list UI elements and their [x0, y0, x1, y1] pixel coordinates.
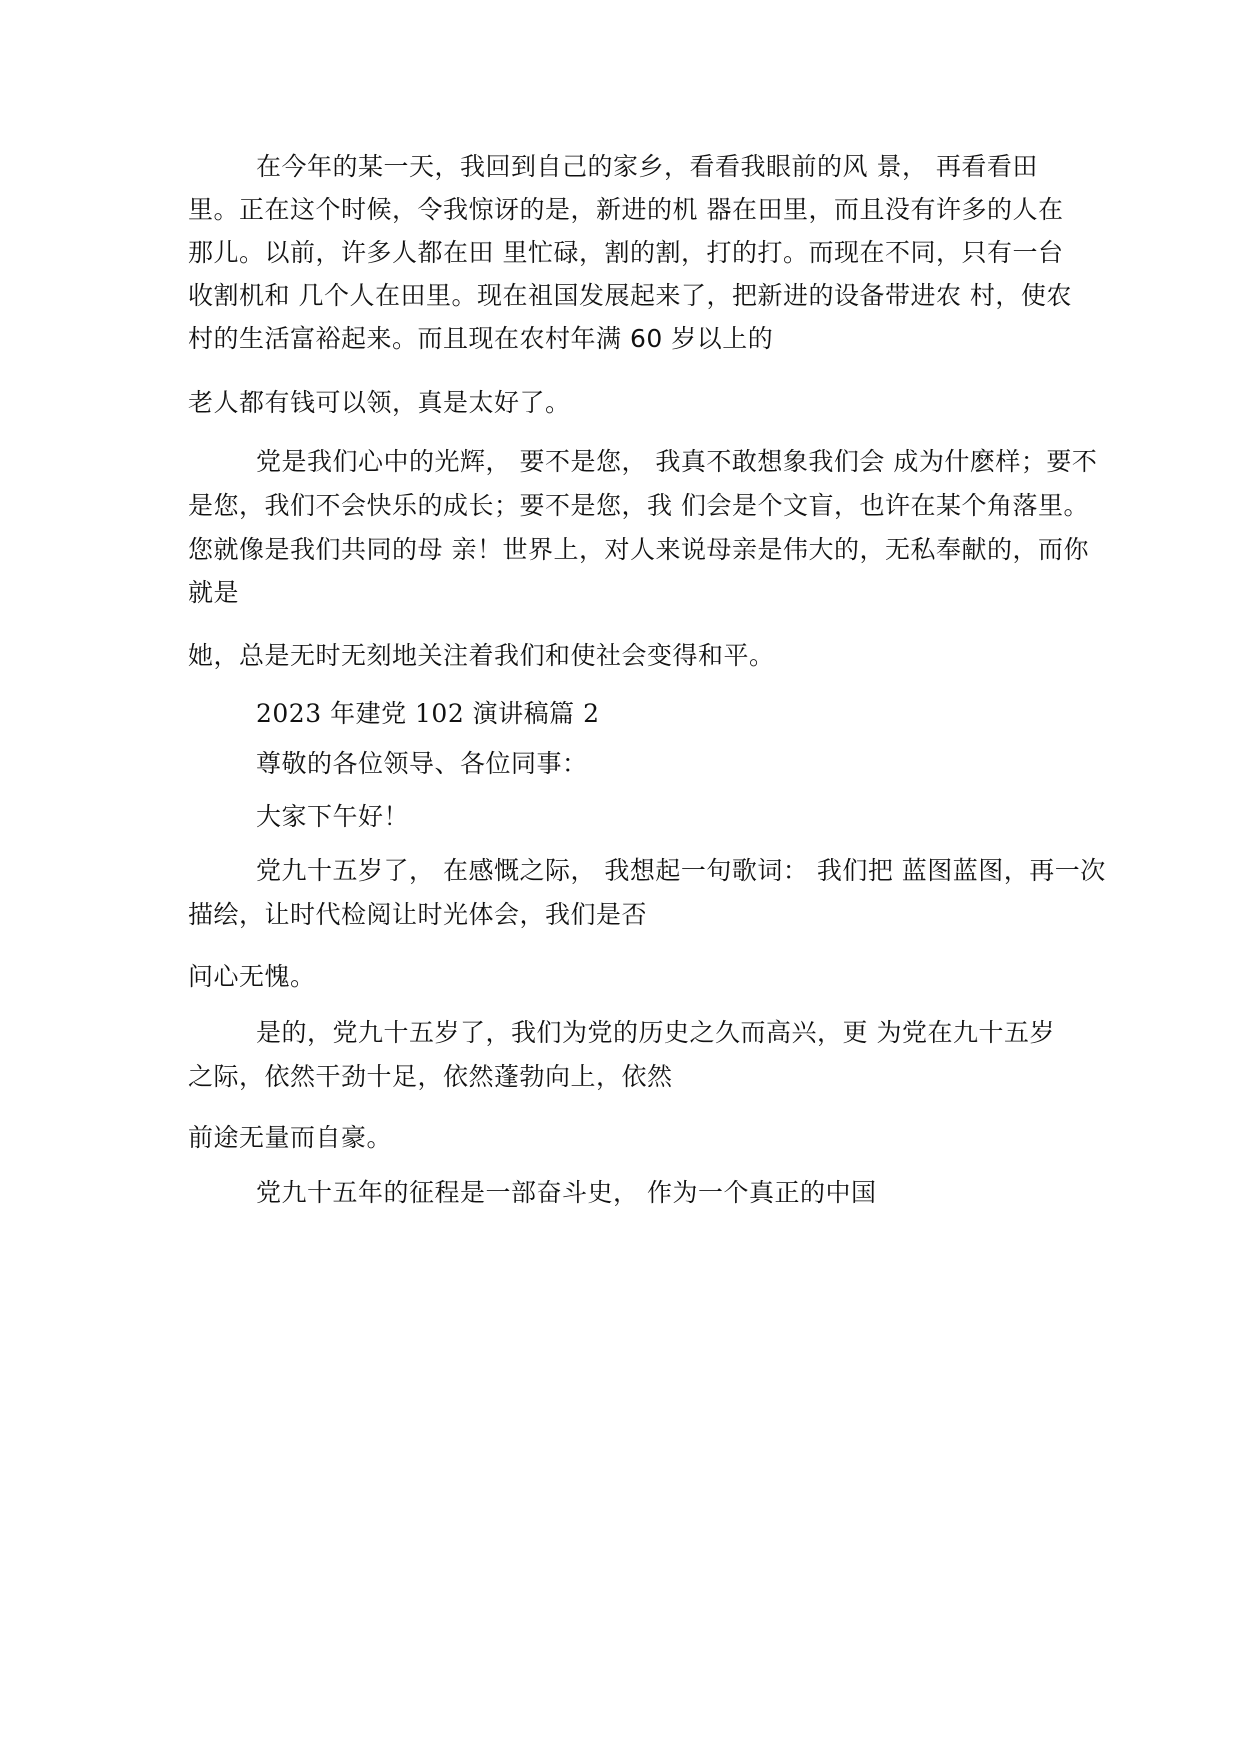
section-heading: 2023 年建党 102 演讲稿篇 2	[256, 699, 600, 728]
paragraph-7-line-2: 之际，依然干劲十足，依然蓬勃向上，依然	[188, 1062, 673, 1091]
paragraph-3-line-3: 您就像是我们共同的母 亲！世界上，对人来说母亲是伟大的，无私奉献的，而你	[188, 535, 1089, 564]
paragraph-1-line-2: 里。正在这个时候，令我惊讶的是，新进的机 器在田里，而且没有许多的人在	[188, 195, 1064, 224]
salutation: 尊敬的各位领导、各位同事：	[256, 749, 588, 778]
paragraph-8-line-1: 前途无量而自豪。	[188, 1123, 393, 1152]
paragraph-6-line-1: 问心无愧。	[188, 962, 316, 991]
paragraph-7-line-1: 是的，党九十五岁了，我们为党的历史之久而高兴，更 为党在九十五岁	[256, 1018, 1055, 1047]
paragraph-3-line-1: 党是我们心中的光辉， 要不是您， 我真不敢想象我们会 成为什麽样；要不	[256, 447, 1098, 476]
paragraph-3-line-4: 就是	[188, 578, 240, 607]
paragraph-3-line-2: 是您，我们不会快乐的成长；要不是您，我 们会是个文盲，也许在某个角落里。	[188, 491, 1089, 520]
paragraph-5-line-1: 党九十五岁了， 在感慨之际， 我想起一句歌词： 我们把 蓝图蓝图，再一次	[256, 856, 1106, 885]
paragraph-5-line-2: 描绘，让时代检阅让时光体会，我们是否	[188, 900, 648, 929]
paragraph-1-line-1: 在今年的某一天，我回到自己的家乡，看看我眼前的风 景， 再看看田	[256, 152, 1038, 181]
paragraph-1-line-3: 那儿。以前，许多人都在田 里忙碌，割的割，打的打。而现在不同，只有一台	[188, 238, 1064, 267]
paragraph-1-line-4: 收割机和 几个人在田里。现在祖国发展起来了，把新进的设备带进农 村，使农	[188, 281, 1072, 310]
paragraph-9-line-1: 党九十五年的征程是一部奋斗史， 作为一个真正的中国	[256, 1178, 877, 1207]
paragraph-4-line-1: 她，总是无时无刻地关注着我们和使社会变得和平。	[188, 641, 775, 670]
paragraph-2-line-1: 老人都有钱可以领，真是太好了。	[188, 388, 571, 417]
greeting: 大家下午好！	[256, 802, 410, 831]
paragraph-1-line-5: 村的生活富裕起来。而且现在农村年满 60 岁以上的	[188, 324, 774, 353]
